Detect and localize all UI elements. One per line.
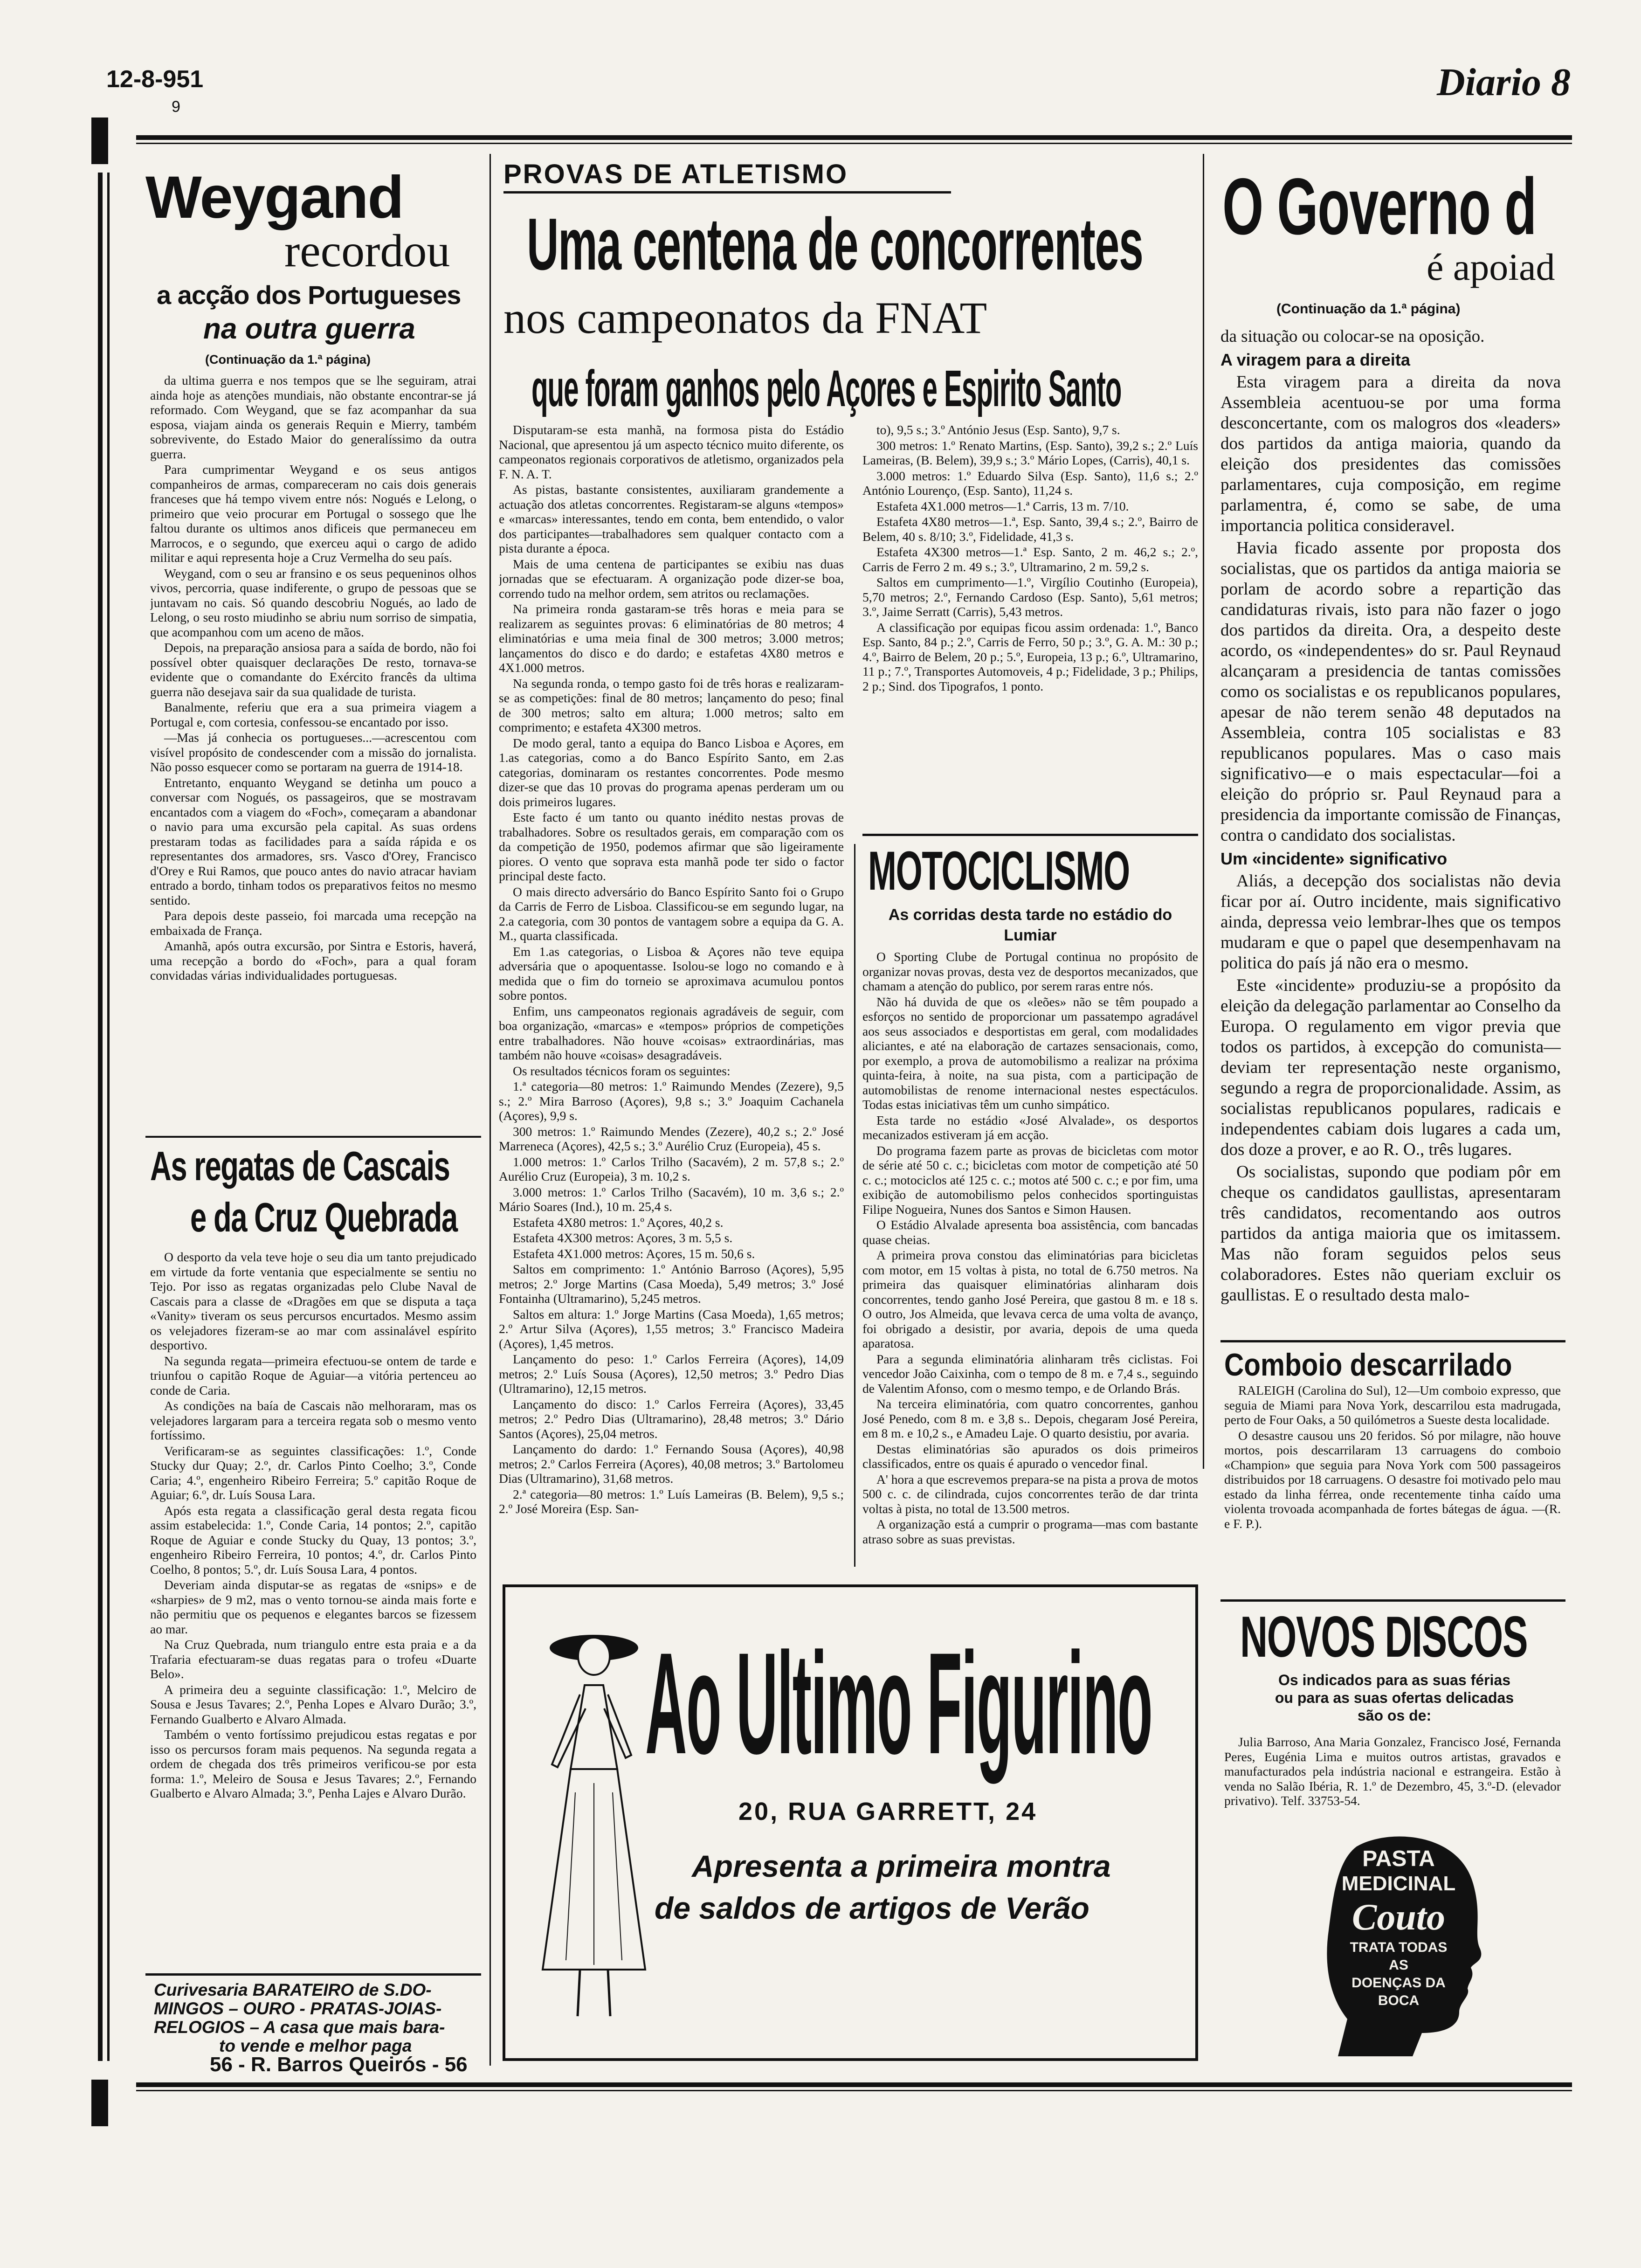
- paragraph: RALEIGH (Carolina do Sul), 12—Um comboio expresso, que seguia de Miami para Nova York, descarrilou esta madrugada, perto de Four Oaks, a 50 quilómetros a Sueste desta localidade.: [1224, 1383, 1561, 1427]
- weygand-title-2: recordou: [284, 225, 450, 277]
- result-line: Estafeta 4X1.000 metros: Açores, 15 m. 50,6 s.: [513, 1246, 755, 1261]
- paragraph: Esta viragem para a direita da nova Assembleia acentuou-se por uma forma desconcertante, com os malogros dos «leaders» dos partidos da antiga maioria, quando da eleição dos presidentes das comissões parlamentares, cuja composição, em regime parlamentra, é, como se sabe, de uma importancia politica consideravel.: [1220, 373, 1561, 535]
- paragraph: da situação ou colocar-se na oposição.: [1220, 327, 1485, 346]
- comboio-body: [1224, 1383, 1561, 1597]
- motociclismo-body: [862, 949, 1198, 1560]
- pasta-line: TRATA TODAS: [1350, 1940, 1448, 1955]
- column-divider-3: [854, 844, 855, 1567]
- atletismo-kicker: PROVAS DE ATLETISMO: [503, 159, 848, 189]
- governo-continuation: (Continuação da 1.ª página): [1276, 301, 1461, 317]
- governo-body: [1220, 326, 1561, 1390]
- paragraph: Esta tarde no estádio «José Alvalade», os desportos mecanizados estiveram já em acção.: [862, 1113, 1198, 1142]
- paragraph: Na terceira eliminatória, com quatro concorrentes, ganhou José Penedo, com 8 m. e 3,8 s.. Depois, chegaram José Pereira, em 8 m. e 10,2 s., e Amadeu Laje. O quarto desistiu, por avaria.: [862, 1397, 1198, 1440]
- divider-comboio: [1220, 1340, 1565, 1342]
- paragraph: Depois, na preparação ansiosa para a saída de bordo, não foi possível obter quaisquer declarações De resto, tornava-se evidente que o comandante do Exército francês da ultima guerra não desejava sair da sua qualidade de turista.: [150, 640, 476, 699]
- result-line: 300 metros: 1.º Raimundo Mendes (Zezere), 40,2 s.; 2.º José Marreneca (Açores), 42,5 s.; 3.º Aurélio Cruz (Europeia), 45 s.: [499, 1124, 844, 1153]
- bottom-margin-block: [91, 2080, 108, 2126]
- paragraph: Na Cruz Quebrada, num triangulo entre esta praia e a da Trafaria efectuaram-se duas regatas para o trofeu «Duarte Belo».: [150, 1637, 476, 1681]
- paragraph: Disputaram-se esta manhã, na formosa pista do Estádio Nacional, que apresentou já um aspecto técnico muito diferente, os campeonatos regionais corporativos de atletismo, organizados pela F. N. A. T.: [499, 422, 844, 481]
- pasta-line: BOCA: [1378, 1993, 1420, 2008]
- result-line: Saltos em cumprimento—1.º, Virgílio Coutinho (Europeia), 5,70 metros; 2.º, Fernando Cardoso (Esp. Santo), 5,61 metros; 3.º, Jaime Serratt (Carris), 5,43 metros.: [862, 575, 1198, 619]
- pasta-couto-ad: [1319, 1828, 1487, 2056]
- paragraph: Na segunda ronda, o tempo gasto foi de três horas e realizaram-se as competições: final de 80 metros; lançamento do peso; final de 300 metros; salto em altura; 1.000 metros; salto em comprimento; e estafeta 4X300 metros.: [499, 676, 844, 734]
- result-line: Estafeta 4X1.000 metros—1.ª Carris, 13 m. 7/10.: [876, 498, 1129, 513]
- left-frame-bar: [98, 173, 103, 2061]
- paragraph: Havia ficado assente por proposta dos socialistas, que os partidos da antiga maioria se porlam de acordo sobre a repartição das candidaturas rivais, isto para não fazer o jogo dos partidos da direita. Ora, a despeito deste acordo, os «independentes» do sr. Paul Reynaud alcançaram a presidencia de tantas comissões como os socialistas e os republicanos populares, apesar de não terem senão 48 deputados na Assembleia, contra 105 socialistas e 83 republicanos populares. Mas o caso mais significativo—e o mais espectacular—foi a eleição do próprio sr. Paul Reynaud para a presidencia da importante comissão de Finanças, contra o candidato dos socialistas.: [1220, 539, 1561, 845]
- novos-discos-body: Julia Barroso, Ana Maria Gonzalez, Francisco José, Fernanda Peres, Eugénia Lima e muitos outros artistas, gravados e manufacturados pela indústria nacional e estrangeira. Estão à venda no Salão Ibéria, R. 1.º de Dezembro, 45, 3.º-D. (elevador privativo). Telf. 33753-54.: [1224, 1735, 1561, 1808]
- top-rule-thin: [136, 143, 1572, 144]
- weygand-subtitle: a acção dos Portugueses: [157, 280, 461, 310]
- result-line: 2.ª categoria—80 metros: 1.º Luís Lameiras (B. Belem), 9,5 s.; 2.º José Moreira (Esp. San-: [499, 1487, 844, 1516]
- paragraph: Aliás, a decepção dos socialistas não devia ficar por aí. Outro incidente, mais significativo ainda, depressa veio lembrar-lhes que os tempos mudaram e que o papel que desempenhavam na politica do país já não era o mesmo.: [1220, 871, 1561, 973]
- result-line: 3.000 metros: 1.º Carlos Trilho (Sacavém), 10 m. 3,6 s.; 2.º Mário Soares (Ind.), 10 m. 25,4 s.: [499, 1184, 844, 1214]
- pasta-line: MEDICINAL: [1341, 1872, 1456, 1895]
- paragraph: Os socialistas, supondo que podiam pôr em cheque os candidatos gaullistas, apresentaram três candidatos, recomentando aos outros partidos da antiga maioria que os imitassem. Mas não foram seguidos pelos seus colaboradores. Estes não queriam excluir os gaullistas. E o resultado desta malo-: [1220, 1162, 1561, 1305]
- figurino-title: Ao Ultimo Figurino: [645, 1622, 1152, 1784]
- divider-weygand-regatas: [145, 1136, 481, 1138]
- result-line: Saltos em altura: 1.º Jorge Martins (Casa Moeda), 1,65 metros; 2.º Artur Silva (Açores), 1,55 metros; 3.º Francisco Madeira (Açores), 1,45 metros.: [499, 1307, 844, 1351]
- atletismo-headline-2: nos campeonatos da FNAT: [503, 293, 987, 343]
- regatas-title-2: e da Cruz Quebrada: [190, 1194, 457, 1240]
- paragraph: Destas eliminatórias são apurados os dois primeiros classificados, entre os quais é apurado o vencedor final.: [862, 1441, 1198, 1471]
- pasta-brand: Couto: [1351, 1897, 1446, 1938]
- result-line: Estafeta 4X80 metros: 1.º Açores, 40,2 s.: [513, 1215, 724, 1230]
- result-line: Estafeta 4X300 metros: Açores, 3 m. 5,5 s.: [513, 1231, 733, 1245]
- bottom-rule: [136, 2082, 1572, 2087]
- divider-ourivesaria: [145, 1973, 481, 1976]
- result-line: Lançamento do dardo: 1.º Fernando Sousa (Açores), 40,98 metros; 2.º Carlos Ferreira (Açores), 40,08 metros; 3.º Bartolomeu Dias (Ultramarino), 31,68 metros.: [499, 1442, 844, 1486]
- weygand-body: [150, 373, 476, 1128]
- ourivesaria-line: RELOGIOS – A casa que mais bara-: [154, 2018, 445, 2037]
- result-line: to), 9,5 s.; 3.º António Jesus (Esp. Santo), 9,7 s.: [876, 422, 1120, 437]
- result-line: Saltos em comprimento: 1.º António Barroso (Açores), 5,95 metros; 2.º Jorge Martins (Casa Moeda), 5,49 metros; 3.º José Fontainha (Ultramarino), 5,245 metros.: [499, 1262, 844, 1306]
- paragraph: Na primeira ronda gastaram-se três horas e meia para se realizarem as seguintes provas: 6 eliminatórias de 80 metros; 4 eliminatórias e uma meia final de 300 metros; 3.000 metros; lançamentos do disco e do dardo; e estafetas 4X80 metros e 4X1.000 metros.: [499, 602, 844, 675]
- result-line: A classificação por equipas ficou assim ordenada: 1.º, Banco Esp. Santo, 84 p.; 2.º, Carris de Ferro, 50 p.; 3.º, G. A. M.: 30 p.; 4.º, Bairro de Belem, 20 p.; 5.º, Europeia, 13 p.; 6.º, Ultramarino, 11 p.; 7.º, Transportes Automoveis, 4 p.; Fidelidade, 3 p.; Philips, 2 p.; Sind. dos Tipografos, 1 ponto.: [862, 620, 1198, 693]
- paragraph: O Sporting Clube de Portugal continua no propósito de organizar novas provas, desta vez de desportos mecanizados, que chamam a atenção do publico, por serem raras entre nós.: [862, 949, 1198, 993]
- paragraph: —Mas já conhecia os portugueses...—acrescentou com visível propósito de condescender com a missão do jornalista. Não posso esquecer como se portaram na guerra de 1914-18.: [150, 730, 476, 774]
- left-margin-block: [91, 118, 108, 164]
- column-divider-2: [1203, 154, 1204, 1469]
- paragraph: Para cumprimentar Weygand e os seus antigos companheiros de armas, compareceram no cais dois generais franceses que há tempo vivem entre nós: Nogués e Lelong, o primeiro que veio procurar em Portugal o sossego que lhe faltou durante os ultimos anos dificeis que permaneceu em Marrocos, e o segundo, que exerceu aqui o cargo de adido militar e aqui representa hoje a Cruz Vermelha do seu país.: [150, 462, 476, 565]
- paragraph: De modo geral, tanto a equipa do Banco Lisboa e Açores, em 1.as categorias, como a do Banco Espírito Santo, em 2.as categorias, dominaram os restantes concorrentes. Pode mesmo dizer-se que das 10 provas do programa apenas perderam um ou dois primeiros lugares.: [499, 735, 844, 809]
- page-date: 12-8-951: [106, 66, 204, 93]
- paragraph: Na segunda regata—primeira efectuou-se ontem de tarde e triunfou o capitão Roque de Aguiar—a vitória pertenceu ao conde de Caria.: [150, 1353, 476, 1397]
- paragraph: Para a segunda eliminatória alinharam três ciclistas. Foi vencedor João Caixinha, com o tempo de 8 m. e 7,4 s., seguindo de Valentim Afonso, com o mesmo tempo, e de Orlando Brás.: [862, 1351, 1198, 1396]
- result-line: Lançamento do peso: 1.º Carlos Ferreira (Açores), 14,09 metros; 2.º Luís Sousa (Açores), 12,50 metros; 3.º Pedro Dias (Ultramarino), 12,15 metros.: [499, 1352, 844, 1396]
- figurino-ad: [503, 1584, 1198, 2061]
- motociclismo-subtitle: As corridas desta tarde no estádio do Lumiar: [888, 906, 1172, 944]
- governo-title-2: é apoiad: [1427, 246, 1555, 288]
- left-frame-bar-2: [107, 173, 110, 2061]
- ourivesaria-address: 56 - R. Barros Queirós - 56: [210, 2053, 468, 2076]
- figurino-line: de saldos de artigos de Verão: [655, 1891, 1089, 1925]
- paragraph: Mais de uma centena de participantes se exibiu nas duas jornadas que se efectuaram. A organização pode dizer-se boa, correndo tudo na melhor ordem, sem atritos ou reclamações.: [499, 556, 844, 601]
- paragraph: Os resultados técnicos foram os seguintes:: [513, 1063, 731, 1078]
- weygand-subtitle-2: na outra guerra: [203, 313, 415, 345]
- result-line: Estafeta 4X80 metros—1.ª, Esp. Santo, 39,4 s.; 2.º, Bairro de Belem, 40 s. 8/10; 3.º, Fidelidade, 41,3 s.: [862, 514, 1198, 544]
- novos-discos-subtitle: [1224, 1671, 1565, 1724]
- top-rule: [136, 135, 1572, 140]
- governo-subhead: Um «incidente» significativo: [1220, 849, 1448, 868]
- paragraph: Após esta regata a classificação geral desta regata ficou assim estabelecida: 1.º, Conde Caria, 14 pontos; 2.º, capitão Roque de Aguiar e conde Stucky du Quay, 13 pontos; 3.º, engenheiro Ribeiro Ferreira, 10 pontos; 4.º, dr. Carlos Pinto Coelho, 8 pontos; 5.º, dr. Luís Sousa Lara, 4 pontos.: [150, 1503, 476, 1577]
- ourivesaria-line: MINGOS – OURO - PRATAS-JOIAS-: [154, 1999, 442, 2018]
- paragraph: Este «incidente» produziu-se a propósito da eleição da delegação parlamentar ao Conselho da Europa. O regulamento em vigor previa que todos os partidos, à excepção do comunista—deviam ter representação neste organismo, segundo a regra de proporcionalidade. Assim, as socialistas republicanos populares, radicais e independentes cabiam dois lugares a cada um, dos doze a prover, e ao R. O., três lugares.: [1220, 976, 1561, 1159]
- paragraph: O Estádio Alvalade apresenta boa assistência, com bancadas quase cheias.: [862, 1217, 1198, 1247]
- masthead: Diario 8: [1437, 61, 1571, 104]
- weygand-title: Weygand: [145, 164, 403, 231]
- regatas-body: [150, 1250, 476, 1972]
- pasta-line: AS: [1389, 1957, 1408, 1973]
- atletismo-col-2: [862, 422, 1198, 833]
- paragraph: O desastre causou uns 20 feridos. Só por milagre, não houve mortos, pois descarrilaram 13 carruagens do comboio «Champion» que seguia para Nova York com 500 passageiros distribuidos por 18 carruagens. O desastre foi motivado pelo mau estado da linha férrea, onde recentemente tinha caído uma violenta trovoada acompanhada de fortes bátegas de água. —(R. e F. P.).: [1224, 1428, 1561, 1531]
- kicker-underline: [503, 191, 951, 194]
- pasta-line: DOENÇAS DA: [1351, 1975, 1446, 1991]
- page-marker: 9: [172, 98, 180, 116]
- paragraph: Weygand, com o seu ar fransino e os seus pequeninos olhos vivos, percorria, quase indiferente, o grupo de pessoas que se juntavam no cais. Só quando descobriu Nogués, ao lado de Lelong, o seu rosto miudinho se abriu num sorriso de simpatia, que acompanhou com um aceno de mãos.: [150, 566, 476, 639]
- result-line: 1.ª categoria—80 metros: 1.º Raimundo Mendes (Zezere), 9,5 s.; 2.º Mira Barroso (Açores), 9,8 s.; 3.º Joaquim Cachanela (Açores), 9,9 s.: [499, 1079, 844, 1123]
- paragraph: Em 1.as categorias, o Lisboa & Açores não teve equipa adversária que o apoquentasse. Isolou-se logo no comando e à medida que o fim do torneio se aproximava acumulou pontos sobre pontos.: [499, 944, 844, 1003]
- ourivesaria-line: Curivesaria BARATEIRO de S.DO-: [154, 1980, 432, 1999]
- subtitle-line: são os de:: [1357, 1707, 1432, 1724]
- column-divider-1: [490, 154, 491, 2066]
- result-line: Lançamento do disco: 1.º Carlos Ferreira (Açores), 33,45 metros; 2.º Pedro Dias (Ultramarino), 28,48 metros; 3.º Dário Santos (Açores), 25,04 metros.: [499, 1397, 844, 1441]
- paragraph: Este facto é um tanto ou quanto inédito nestas provas de trabalhadores. Sobre os resultados gerais, em comparação com os da competição de 1950, podemos afirmar que são ligeiramente piores. O vento que soprava esta manhã pode ter sido o factor principal deste facto.: [499, 810, 844, 883]
- governo-title: O Governo d: [1222, 162, 1536, 251]
- paragraph: As pistas, bastante consistentes, auxiliaram grandemente a actuação dos atletas concorrentes. Registaram-se alguns «tempos» e «marcas» interessantes, tendo em conta, bem entendido, o valor dos participantes—trabalhadores sem qualquer contacto com a pista durante a época.: [499, 482, 844, 555]
- paragraph: Do programa fazem parte as provas de bicicletas com motor de série até 50 c. c.; bicicletas com motor de competição até 50 c. c.; motociclos até 125 c. c.; motos até 500 c. c.; e por fim, uma exibição de automobilismo pelos conhecidos sportinguistas Filipe Nogueira, Nunes dos Santos e Simon Hausen.: [862, 1143, 1198, 1217]
- paragraph: Verificaram-se as seguintes classificações: 1.º, Conde Stucky dur Quay; 2.º, dr. Carlos Pinto Coelho; 3.º, Conde Caria; 4.º, engenheiro Ribeiro Ferreira; 5.º capitão Roque de Aguiar; 6.º, dr. Luís Sousa Lara.: [150, 1443, 476, 1502]
- ourivesaria-line: to vende e melhor paga: [219, 2036, 412, 2055]
- paragraph: A primeira deu a seguinte classificação: 1.º, Melciro de Sousa e Jesus Tavares; 2.º, Penha Lopes e Alvaro Durão; 3.º, Fernando Gualberto e Alvaro Almada.: [150, 1682, 476, 1726]
- result-line: 1.000 metros: 1.º Carlos Trilho (Sacavém), 2 m. 57,8 s.; 2.º Aurélio Cruz (Europeia), 3 m. 10,2 s.: [499, 1154, 844, 1183]
- paragraph: Também o vento fortíssimo prejudicou estas regatas e por isso os percursos foram mais pequenos. Na segunda regata a ordem de chegada dos três primeiros verificou-se por esta forma: 1.º, Meleiro de Sousa e Jesus Tavares; 2.º, Fernando Gualberto e Alvaro Almada; 3.º, Penha Lajes e Alvaro Durão.: [150, 1727, 476, 1800]
- paragraph: As condições na baía de Cascais não melhoraram, mas os velejadores largaram para a terceira regata sob o mesmo vento fortíssimo.: [150, 1398, 476, 1442]
- paragraph: Banalmente, referiu que era a sua primeira viagem a Portugal e, com cortesia, confessou-se encantado por isso.: [150, 700, 476, 729]
- divider-discos: [1220, 1599, 1565, 1602]
- paragraph: Deveriam ainda disputar-se as regatas de «snips» e de «sharpies» de 9 m2, mas o vento tornou-se ainda mais forte e não permitiu que os pequenos e elegantes barcos se fizessem ao mar.: [150, 1577, 476, 1636]
- novos-discos-title: NOVOS DISCOS: [1240, 1605, 1528, 1669]
- motociclismo-title: MOTOCICLISMO: [868, 840, 1130, 902]
- paragraph: O desporto da vela teve hoje o seu dia um tanto prejudicado em virtude da forte ventania que especialmente se sentiu no Tejo. Por isso as regatas organizadas pelo Clube Naval de Cascais para a classe de «Dragões em que se disputa a taça «Vanity» tiveram os seus percursos encurtados. Mesmo assim os velejadores fizeram-se ao mar com assinalável espírito desportivo.: [150, 1250, 476, 1352]
- governo-subhead: A viragem para a direita: [1220, 350, 1410, 369]
- subtitle-line: Os indicados para as suas férias: [1278, 1672, 1510, 1688]
- divider-motociclismo: [862, 834, 1198, 836]
- fashion-figure-illustration: [524, 1615, 655, 2035]
- result-line: Estafeta 4X300 metros—1.ª Esp. Santo, 2 m. 46,2 s.; 2.º, Carris de Ferro 2 m. 49 s.; 3.º, Ultramarino, 2 m. 59,2 s.: [862, 545, 1198, 574]
- paragraph: Entretanto, enquanto Weygand se detinha um pouco a conversar com Nogués, os passageiros, que se mostravam encantados com a viagem do «Foch», começaram a abandonar o navio para uma excursão pela capital. As suas ordens prestaram todas as facilidades para a saída rápida e os representantes dos armadores, srs. Vasco d'Orey, Francisco d'Orey e Rui Ramos, que pouco antes do navio atracar haviam entrado a bordo, tinham todos os preparativos feitos no mesmo sentido.: [150, 775, 476, 907]
- pasta-line: PASTA: [1362, 1846, 1435, 1871]
- paragraph: Enfim, uns campeonatos regionais agradáveis de seguir, com boa organização, «marcas» e «tempos» próprios de competições entre trabalhadores. Não houve «coisas» extraordinárias, mas também não houve «coisas» desagradáveis.: [499, 1003, 844, 1062]
- atletismo-headline-3: que foram ganhos pelo Açores e Espirito Santo: [531, 360, 1122, 417]
- subtitle-line: ou para as suas ofertas delicadas: [1275, 1689, 1514, 1706]
- figurino-address: 20, RUA GARRETT, 24: [738, 1798, 1038, 1825]
- bottom-rule-thin: [136, 2090, 1572, 2091]
- paragraph: da ultima guerra e nos tempos que se lhe seguiram, atrai ainda hoje as atenções mundiais, não obstante encontrar-se já reformado. Com Weygand, que se faz acompanhar da sua esposa, viajam ainda os generais Requin e Mierry, também sobrevivente, do Estado Maior do generalíssimo da outra guerra.: [150, 373, 476, 461]
- paragraph: A organização está a cumprir o programa—mas com bastante atraso sobre as suas previstas.: [862, 1517, 1198, 1546]
- ourivesaria-ad: [154, 1981, 480, 2074]
- paragraph: Para depois deste passeio, foi marcada uma recepção na embaixada de França.: [150, 908, 476, 938]
- result-line: 3.000 metros: 1.º Eduardo Silva (Esp. Santo), 11,6 s.; 2.º António Lourenço, (Esp. Santo), 11,24 s.: [862, 468, 1198, 498]
- weygand-continuation: (Continuação da 1.ª página): [205, 353, 371, 366]
- paragraph: A' hora a que escrevemos prepara-se na pista a prova de motos 500 c. c. de cilindrada, cujos concorrentes terão de dar trinta voltas à pista, no total de 13.500 metros.: [862, 1472, 1198, 1516]
- paragraph: Não há duvida de que os «leões» não se têm poupado a esforços no sentido de proporcionar um passatempo agradável aos seus associados e desportistas em geral, com modalidades aliciantes, e até na elaboração de cartazes sensacionais, como, por exemplo, a prova de automobilismo a realizar na próxima quinta-feira, à noite, na sua pista, com a participação de automobilistas de renome internacional nestes espectáculos. Todas estas iniciativas têm um cunho simpático.: [862, 994, 1198, 1112]
- paragraph: A primeira prova constou das eliminatórias para bicicletas com motor, em 15 voltas à pista, no total de 6.750 metros. Na primeira das quaisquer eliminatórias alinharam dois concorrentes, tendo ganho José Pereira, que gastou 8 m. e 18 s. O outro, Jos Almeida, que levava cerca de uma volta de avanço, foi obrigado a desistir, por avaria, depois de uma queda aparatosa.: [862, 1248, 1198, 1350]
- paragraph: Amanhã, após outra excursão, por Sintra e Estoris, haverá, uma recepção a bordo do «Foch», para a qual foram convidadas várias individualidades portuguesas.: [150, 939, 476, 982]
- comboio-title: Comboio descarrilado: [1224, 1347, 1512, 1383]
- atletismo-headline: Uma centena de concorrentes: [527, 203, 1143, 285]
- paragraph: O mais directo adversário do Banco Espírito Santo foi o Grupo da Carris de Ferro de Lisboa. Classificou-se em segundo lugar, na 2.a categoria, com 30 pontos de vantagem sobre a equipa da G. A. M., quarta classificada.: [499, 884, 844, 943]
- regatas-title: As regatas de Cascais: [150, 1143, 450, 1189]
- figurino-line: Apresenta a primeira montra: [692, 1849, 1111, 1883]
- result-line: 300 metros: 1.º Renato Martins, (Esp. Santo), 39,2 s.; 2.º Luís Lameiras, (B. Belem), 39,9 s.; 3.º Mário Lopes, (Carris), 40,1 s.: [862, 438, 1198, 467]
